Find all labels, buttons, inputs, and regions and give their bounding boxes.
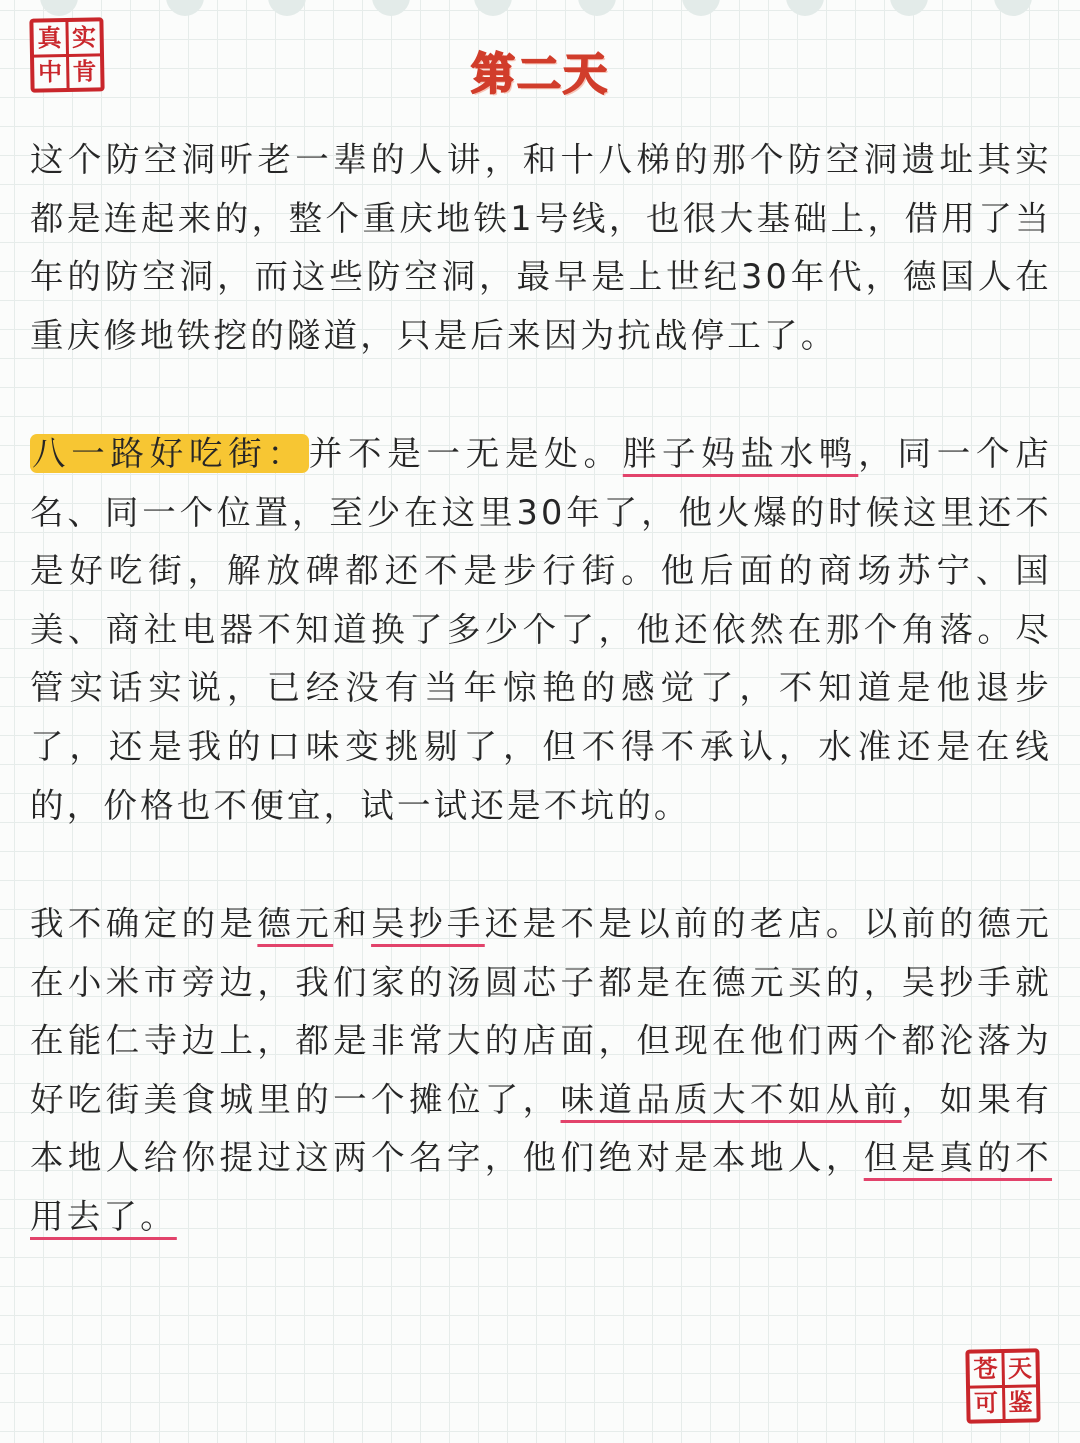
binding-hole (890, 0, 928, 16)
underlined-shop-name: 吴抄手 (371, 904, 485, 943)
seal-char: 鉴 (1005, 1387, 1037, 1419)
binding-hole (40, 0, 78, 16)
page-title: 第二天 (471, 49, 609, 100)
seal-char: 实 (68, 21, 100, 53)
paragraph-air-raid-shelter (30, 131, 1052, 365)
underlined-phrase: 味道品质大不如从前 (560, 1079, 902, 1119)
seal-char: 天 (1004, 1352, 1036, 1384)
paragraph-deyuan-wuchaoshou (30, 895, 1052, 1247)
binding-hole (994, 0, 1032, 16)
paragraph-text: ，如果有本地人给你提过这两个名字，他们绝对是本地人， (30, 1079, 1052, 1178)
binding-hole (578, 0, 616, 16)
paragraph-text: 还是不是以前的老店。以前的德元在小米市旁边，我们家的汤圆芯子都是在德元买的，吴抄手就在能仁寺边上，都是非常大的店面，但现在他们两个都沦落为好吃街美食城里的一个摊位了， (30, 904, 1052, 1119)
binding-hole (474, 0, 512, 16)
binding-hole (372, 0, 410, 16)
seal-char: 苍 (969, 1353, 1001, 1385)
seal-stamp-bottom (965, 1348, 1040, 1423)
paragraph-text: ，同一个店名、同一个位置，至少在这里30年了，他火爆的时候这里还不是好吃街，解放碑都还不是步行街。他后面的商场苏宁、国美、商社电器不知道换了多少个了，他还依然在那个角落。尽管实话实说，已经没有当年惊艳的感觉了，不知道是他退步了，还是我的口味变挑剔了，但不得不承认，水准还是在线的，价格也不便宜，试一试还是不坑的。 (30, 434, 1053, 825)
paragraph-text: 和 (333, 904, 372, 943)
binding-hole (268, 0, 306, 16)
binding-holes (0, 0, 1080, 22)
binding-hole (166, 0, 204, 16)
binding-hole (786, 0, 824, 16)
underlined-shop-name: 德元 (257, 904, 334, 943)
seal-char: 真 (33, 22, 65, 54)
underlined-shop-name: 胖子妈盐水鸭 (622, 434, 859, 473)
highlight-label: 八一路好吃街： (32, 434, 307, 473)
binding-hole (682, 0, 720, 16)
paragraph-text: 并不是一无是处。 (308, 434, 623, 473)
seal-char: 可 (970, 1388, 1002, 1420)
underlined-phrase: 但是真的不用去了。 (30, 1138, 1053, 1236)
paragraph-text: 这个防空洞听老一辈的人讲，和十八梯的那个防空洞遗址其实都是连起来的，整个重庆地铁1号线，也很大基础上，借用了当年的防空洞，而这些防空洞，最早是上世纪30年代，德国人在重庆修地铁挖的隧道，只是后来因为抗战停工了。 (30, 140, 1052, 355)
seal-char: 肯 (69, 56, 101, 88)
paragraph-bayilu-food-street (30, 425, 1052, 835)
paragraph-text: 我不确定的是 (30, 904, 258, 943)
seal-char: 中 (34, 57, 66, 89)
